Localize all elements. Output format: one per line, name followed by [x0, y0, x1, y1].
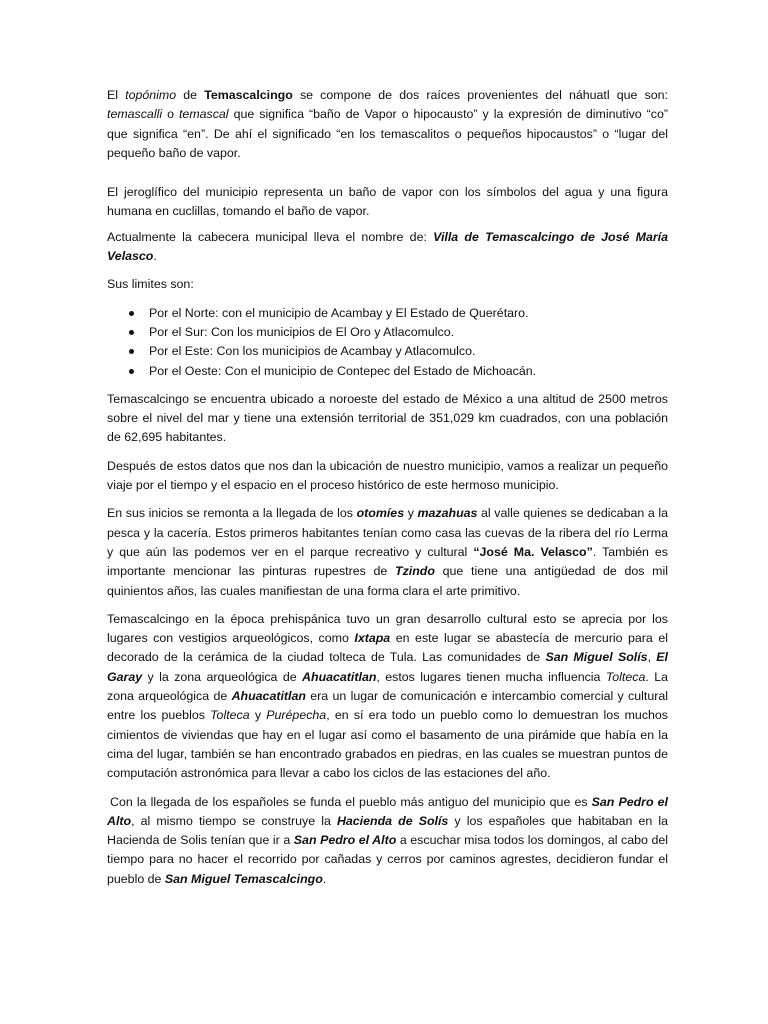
text-run-bold-italic: Ahuacatitlan	[231, 689, 306, 704]
text-run-bold-italic: Ixtapa	[354, 631, 391, 646]
text-run: y	[249, 708, 267, 723]
text-run: El	[107, 88, 126, 102]
text-run: En sus inicios se remonta a la llegada de los	[107, 506, 357, 521]
list-item-text: Por el Norte: con el municipio de Acambay y El Estado de Querétaro.	[149, 305, 529, 320]
paragraph-journey	[107, 457, 668, 496]
text-run-bold: “José Ma. Velasco”	[473, 544, 593, 559]
list-item-text: Por el Este: Con los municipios de Acambay y Atlacomulco.	[149, 344, 476, 359]
paragraph-prehispanic	[107, 610, 668, 784]
text-run: Actualmente la cabecera municipal lleva el nombre de:	[107, 229, 434, 244]
text-run-bold-italic: Villa de Temascalcingo de José María Velasco	[107, 229, 668, 264]
text-run: Temascalcingo se encuentra ubicado a noroeste del estado de México a una altitud de 2500 metros sobre el nivel del mar y tiene una extensión territorial de 351,029 km cuadrados, con una población de 62,695 habitantes.	[107, 391, 668, 445]
paragraph-location	[107, 390, 668, 448]
text-run: al valle quienes se dedicaban a la pesca y la cacería. Estos primeros habitantes tenían como casa las cuevas de la ribera del río Lerma y que aún las podemos ver en el parque recreativo y cultural	[107, 506, 668, 559]
text-run-bold-italic: San Pedro el Alto	[107, 794, 668, 828]
text-run-italic: Tolteca	[210, 708, 250, 723]
text-run-italic: temascalli	[107, 107, 163, 122]
list-item	[107, 362, 668, 381]
list-item	[107, 323, 668, 342]
text-run: que tiene una antigüedad de dos mil quinientos años, las cuales manifiestan de una forma clara el arte primitivo.	[107, 564, 668, 598]
text-run: se compone de dos raíces provenientes del náhuatl que son:	[292, 88, 668, 102]
text-run: de	[176, 88, 205, 102]
text-run-bold-italic: San Miguel Solís	[545, 650, 648, 665]
paragraph-municipal-seat	[107, 228, 668, 267]
text-run: , en sí era todo un pueblo como lo demuestran los muchos cimientos de viviendas que hay en el lugar así como el basamento de una pirámide que había en la cima del lugar, también se han encontrado grabados en piedras, en las cuales se muestran puntos de computación astronómica para llevar a cabo los ciclos de las estaciones del año.	[107, 708, 668, 781]
text-run-bold-italic: mazahuas	[417, 506, 478, 521]
text-run: en este lugar se abastecía de mercurio para el decorado de la cerámica de la ciudad tolteca de Tula. Las comunidades de	[107, 631, 668, 665]
limits-list	[107, 304, 668, 381]
text-run-bold-italic: Tzindo	[395, 564, 435, 579]
text-run: Con la llegada de los españoles se funda el pueblo más antiguo del municipio que es	[110, 794, 592, 809]
paragraph-toponym	[107, 86, 668, 163]
paragraph-origins	[107, 504, 668, 600]
text-run: , estos lugares tienen mucha influencia	[376, 669, 606, 684]
text-run: .	[322, 871, 327, 886]
text-run: Sus limites son:	[107, 277, 194, 292]
text-run: o	[162, 107, 179, 122]
list-item-text: Por el Oeste: Con el municipio de Contepec del Estado de Michoacán.	[149, 363, 537, 378]
paragraph-hieroglyph	[107, 183, 668, 222]
bullet-icon	[129, 330, 134, 335]
text-run-bold-italic: San Miguel Temascalcingo	[164, 871, 323, 886]
text-run: era un lugar de comunicación e intercambio comercial y cultural entre los pueblos	[107, 689, 669, 723]
text-run-bold-italic: San Pedro el Alto	[293, 833, 397, 848]
text-run-bold-italic: Ahuacatitlan	[302, 669, 377, 684]
text-run: . La zona arqueológica de	[107, 669, 668, 704]
text-run: y la zona arqueológica de	[142, 669, 303, 684]
text-run: El jeroglífico del municipio representa un baño de vapor con los símbolos del agua y una figura humana en cuclillas, tomando el baño de vapor.	[107, 185, 668, 219]
text-run-bold-italic: otomíes	[356, 506, 405, 521]
list-item	[107, 304, 668, 323]
text-run: que significa “baño de Vapor o hipocausto” y la expresión de diminutivo “co” que significa “en”. De ahí el significado “en los temascalitos o pequeños hipocaustos” o “lugar del pequeño baño de vapor.	[107, 107, 668, 160]
paragraph-spanish-arrival	[107, 793, 668, 889]
text-run: Después de estos datos que nos dan la ubicación de nuestro municipio, vamos a realizar un pequeño viaje por el tiempo y el espacio en el proceso histórico de este hermoso municipio.	[107, 458, 668, 493]
text-run-bold: Temascalcingo	[204, 88, 293, 102]
text-run: y	[404, 506, 418, 521]
list-item	[107, 342, 668, 361]
bullet-icon	[129, 349, 134, 354]
list-item-text: Por el Sur: Con los municipios de El Oro y Atlacomulco.	[149, 324, 455, 339]
text-run-bold-italic: Hacienda de Solís	[336, 813, 449, 828]
text-run-bold-italic: El Garay	[107, 650, 668, 684]
text-run-italic: topónimo	[125, 88, 177, 102]
text-run: a escuchar misa todos los domingos, al cabo del tiempo para no hacer el recorrido por cañadas y cerros por caminos agrestes, decidieron fundar el pueblo de	[107, 833, 668, 886]
bullet-icon	[129, 369, 134, 374]
text-run: .	[153, 249, 157, 264]
text-run: y los españoles que habitaban en la Hacienda de Solis tenían que ir a	[107, 813, 669, 848]
text-run: Temascalcingo en la época prehispánica tuvo un gran desarrollo cultural esto se aprecia por los lugares con vestigios arqueológicos, como	[107, 611, 668, 646]
document-page	[107, 86, 668, 898]
text-run: , al mismo tiempo se construye la	[131, 813, 337, 828]
bullet-icon	[129, 311, 134, 316]
text-run-italic: Purépecha	[266, 708, 327, 723]
text-run-italic: Tolteca	[605, 669, 646, 684]
text-run-italic: temascal	[178, 107, 229, 122]
text-run: . También es importante mencionar las pinturas rupestres de	[107, 544, 668, 579]
text-run: ,	[647, 650, 657, 665]
paragraph-limits-heading	[107, 275, 668, 294]
